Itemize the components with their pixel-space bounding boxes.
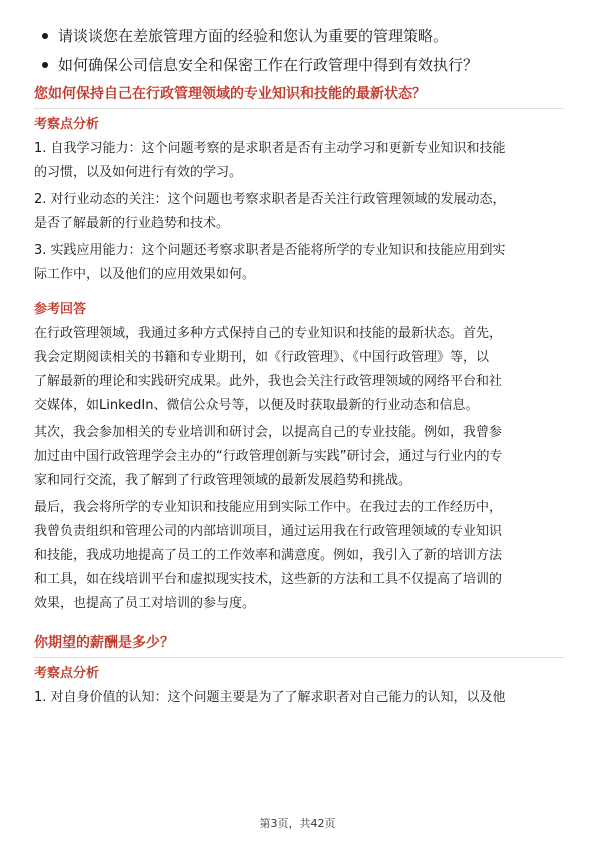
bullet-dot-icon — [42, 33, 48, 39]
bullet-dot-icon — [42, 62, 48, 68]
page-content — [34, 26, 564, 713]
answer-paragraph — [34, 421, 564, 493]
text-line: 在行政管理领域，我通过多种方式保持自己的专业知识和技能的最新状态。首先， — [34, 326, 503, 341]
answer-heading: 参考回答 — [34, 302, 87, 317]
answer-paragraph — [34, 322, 564, 418]
analysis-point — [34, 239, 564, 287]
text-line: 2. 对行业动态的关注：这个问题也考察求职者是否关注行政管理领域的发展动态， — [34, 192, 506, 207]
analysis-point — [34, 188, 564, 236]
bullet-text: 如何确保公司信息安全和保密工作在行政管理中得到有效执行？ — [58, 56, 479, 74]
analysis-point — [34, 137, 564, 185]
text-line: 是否了解最新的行业趋势和技术。 — [34, 216, 230, 231]
bullet-text: 请谈谈您在差旅管理方面的经验和您认为重要的管理策略。 — [58, 27, 449, 45]
text-line: 最后，我会将所学的专业知识和技能应用到实际工作中。在我过去的工作经历中， — [34, 500, 503, 515]
text-line: 效果，也提高了员工对培训的参与度。 — [34, 596, 256, 611]
answer-paragraph — [34, 496, 564, 616]
text-line: 的习惯，以及如何进行有效的学习。 — [34, 165, 243, 180]
text-line: 际工作中，以及他们的应用效果如何。 — [34, 267, 256, 282]
text-line: 和工具，如在线培训平台和虚拟现实技术，这些新的方法和工具不仅提高了培训的 — [34, 572, 503, 587]
section-question-title: 您如何保持自己在行政管理领域的专业知识和技能的最新状态？ — [34, 84, 564, 109]
analysis-heading: 考察点分析 — [34, 666, 100, 681]
section-question-title: 你期望的薪酬是多少？ — [34, 633, 564, 658]
text-line: 1. 对自身价值的认知：这个问题主要是为了了解求职者对自己能力的认知，以及他 — [34, 690, 506, 705]
text-line: 了解最新的理论和实践研究成果。此外，我也会关注行政管理领域的网络平台和社 — [34, 374, 503, 389]
analysis-heading: 考察点分析 — [34, 117, 100, 132]
text-line: 3. 实践应用能力：这个问题还考察求职者是否能将所学的专业知识和技能应用到实 — [34, 243, 506, 258]
text-line: 和技能，我成功地提高了员工的工作效率和满意度。例如，我引入了新的培训方法 — [34, 548, 503, 563]
text-line: 家和同行交流，我了解到了行政管理领域的最新发展趋势和挑战。 — [34, 473, 412, 488]
text-line: 其次，我会参加相关的专业培训和研讨会，以提高自己的专业技能。例如，我曾参 — [34, 425, 503, 440]
list-item — [34, 55, 564, 75]
text-line: 我曾负责组织和管理公司的内部培训项目，通过运用我在行政管理领域的专业知识 — [34, 524, 503, 539]
question-bullet-list — [34, 26, 564, 75]
text-line: 交媒体，如LinkedIn、微信公众号等，以便及时获取最新的行业动态和信息。 — [34, 398, 479, 413]
text-line: 1. 自我学习能力：这个问题考察的是求职者是否有主动学习和更新专业知识和技能 — [34, 141, 506, 156]
analysis-point — [34, 686, 564, 710]
text-line: 加过由中国行政管理学会主办的“行政管理创新与实践”研讨会，通过与行业内的专 — [34, 449, 503, 464]
page-number-footer: 第3页，共42页 — [259, 817, 336, 830]
list-item — [34, 26, 564, 46]
text-line: 我会定期阅读相关的书籍和专业期刊，如《行政管理》、《中国行政管理》等，以 — [34, 350, 490, 365]
